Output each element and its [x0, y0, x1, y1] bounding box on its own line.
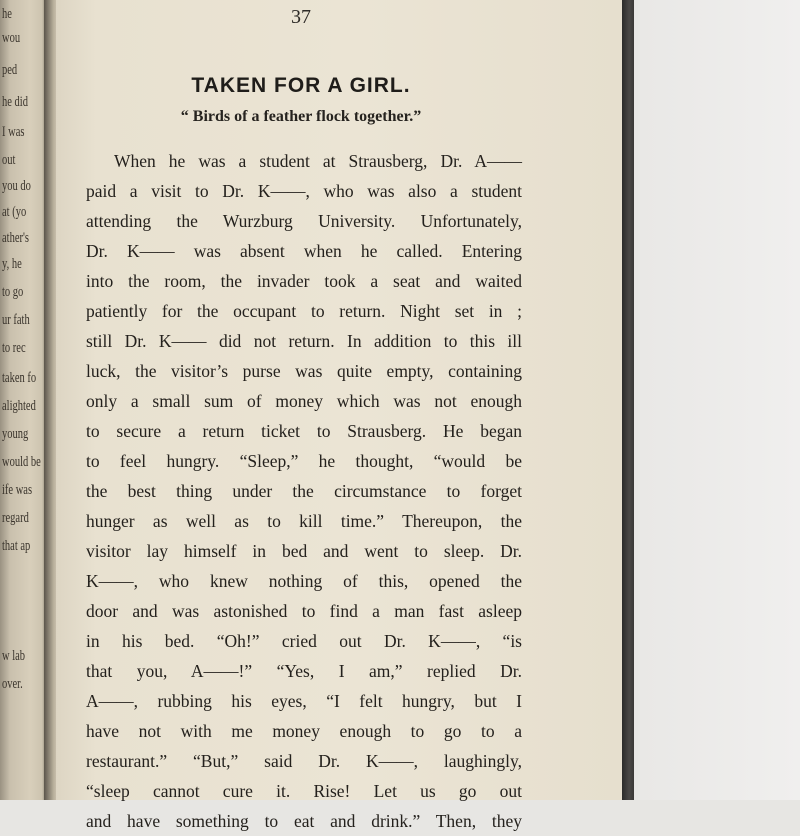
previous-page-fragment: ur fath	[2, 312, 30, 328]
text-line: luck, the visitor’s purse was quite empty, containing	[86, 361, 522, 381]
previous-page-fragment: he	[2, 6, 12, 22]
text-line: restaurant.” “But,” said Dr. K——, laughingly,	[86, 751, 522, 771]
text-line: K——, who knew nothing of this, opened the	[86, 571, 522, 591]
text-line: visitor lay himself in bed and went to sleep. Dr.	[86, 541, 522, 561]
text-line: only a small sum of money which was not enough	[86, 391, 522, 411]
text-line: door and was astonished to find a man fast asleep	[86, 601, 522, 621]
text-line: to feel hungry. “Sleep,” he thought, “would be	[86, 451, 522, 471]
previous-page-fragment: over.	[2, 676, 23, 692]
previous-page-fragment: wou	[2, 30, 21, 46]
previous-page-fragment: to rec	[2, 340, 26, 356]
previous-page-fragment: ather's	[2, 230, 29, 246]
previous-page-fragment: regard	[2, 510, 29, 526]
previous-page-fragment: w lab	[2, 648, 26, 664]
previous-page-fragment: ped	[2, 62, 18, 78]
previous-page-fragment: that ap	[2, 538, 31, 554]
text-line: that you, A——!” “Yes, I am,” replied Dr.	[86, 661, 522, 681]
text-line: have not with me money enough to go to a	[86, 721, 522, 741]
previous-page-fragment: ife was	[2, 482, 33, 498]
previous-page-fragment: young	[2, 426, 29, 442]
previous-page-fragment: y, he	[2, 256, 22, 272]
text-line: paid a visit to Dr. K——, who was also a student	[86, 181, 522, 201]
text-line: “sleep cannot cure it. Rise! Let us go out	[86, 781, 522, 801]
previous-page-fragment: would be	[2, 454, 41, 470]
book-cover-edge	[622, 0, 634, 800]
text-line: A——, rubbing his eyes, “I felt hungry, but I	[86, 691, 522, 711]
text-line: still Dr. K—— did not return. In addition to this ill	[86, 331, 522, 351]
text-line: hunger as well as to kill time.” Thereupon, the	[86, 511, 522, 531]
text-line: Dr. K—— was absent when he called. Entering	[86, 241, 522, 261]
previous-page-fragment: I was	[2, 124, 25, 140]
body-text	[86, 146, 522, 836]
previous-page-fragment: he did	[2, 94, 28, 110]
previous-page-fragment: you do	[2, 178, 31, 194]
text-line: and have something to eat and drink.” Then, they	[86, 811, 522, 831]
page-number: 37	[291, 6, 311, 28]
previous-page-edge	[0, 0, 46, 800]
previous-page-fragment: out	[2, 152, 16, 168]
text-line: attending the Wurzburg University. Unfortunately,	[86, 211, 522, 231]
text-line: When he was a student at Strausberg, Dr. A——	[114, 151, 522, 171]
text-line: the best thing under the circumstance to forget	[86, 481, 522, 501]
text-line: into the room, the invader took a seat and waited	[86, 271, 522, 291]
previous-page-fragment: alighted	[2, 398, 36, 414]
previous-page-fragment: to go	[2, 284, 24, 300]
epigraph: “ Birds of a feather flock together.”	[180, 108, 422, 125]
previous-page-fragment: at (yo	[2, 204, 27, 220]
previous-page-fragment: taken fo	[2, 370, 37, 386]
text-line: in his bed. “Oh!” cried out Dr. K——, “is	[86, 631, 522, 651]
chapter-title: TAKEN FOR A GIRL.	[191, 74, 411, 97]
text-line: to secure a return ticket to Strausberg. He began	[86, 421, 522, 441]
book-page	[56, 0, 622, 831]
text-line: patiently for the occupant to return. Night set in ;	[86, 301, 522, 321]
